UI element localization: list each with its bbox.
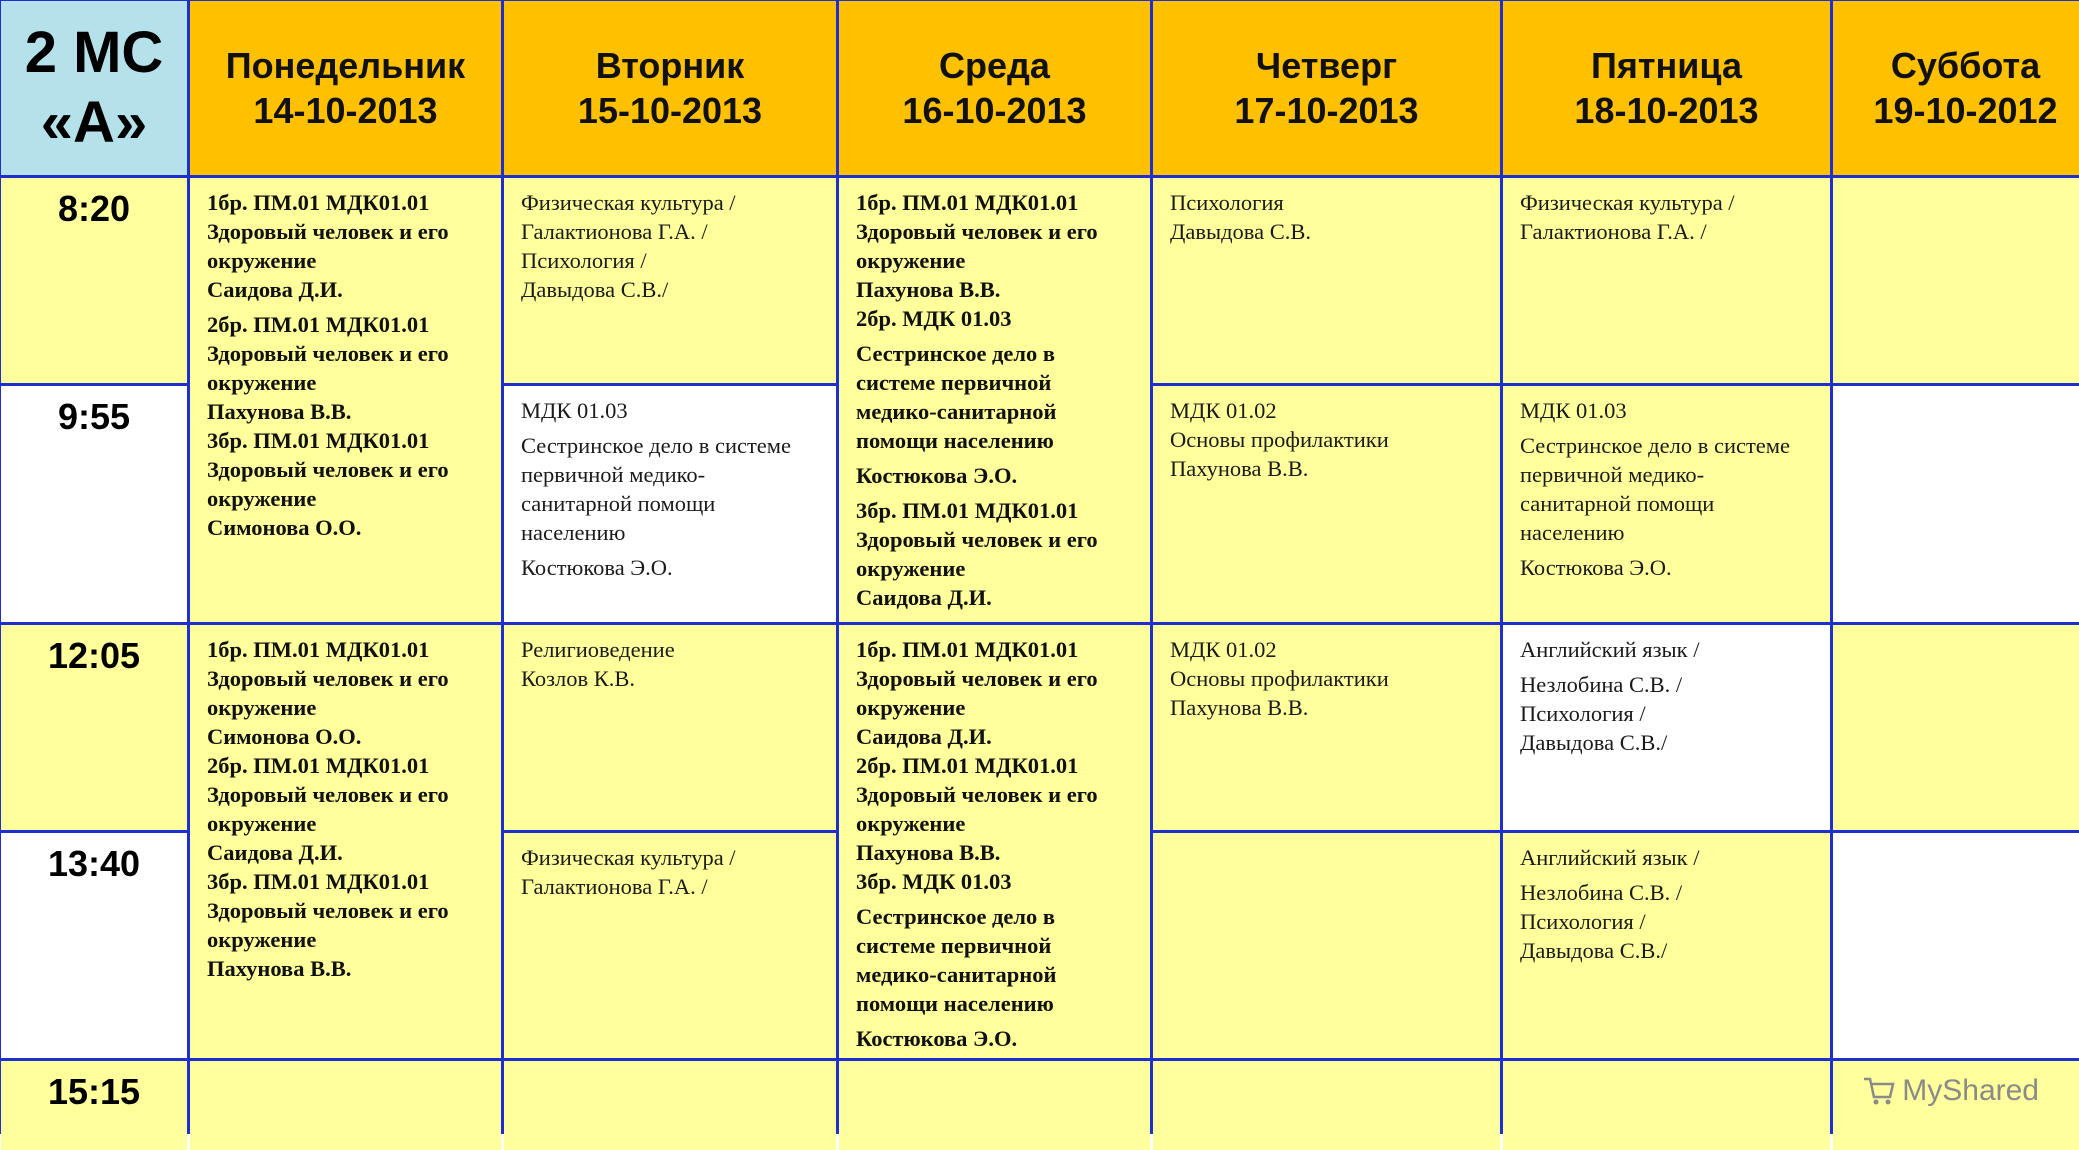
empty-cell <box>190 1061 501 1150</box>
time-slot-1: 8:20 <box>1 178 187 383</box>
lesson-line: Симонова О.О. <box>207 515 362 540</box>
lesson-line: Психология / <box>521 248 647 273</box>
lesson-line: Здоровый человек и его <box>856 219 1098 244</box>
lesson-line: первичной медико- <box>521 462 706 487</box>
lesson-line: Галактионова Г.А. / <box>1520 219 1707 244</box>
lesson-line: Сестринское дело в <box>856 341 1056 366</box>
lesson-line: населению <box>1520 520 1625 545</box>
lesson-line: окружение <box>856 556 966 581</box>
lesson-line: 2бр. ПМ.01 МДК01.01 <box>207 312 430 337</box>
lesson-line: Основы профилактики <box>1170 427 1389 452</box>
lesson-line: Саидова Д.И. <box>207 840 343 865</box>
lesson-line: Здоровый человек и его <box>207 219 449 244</box>
day-header-wednesday: Среда 16-10-2013 <box>839 1 1150 175</box>
lesson-line: окружение <box>207 927 317 952</box>
lesson-line: медико-санитарной <box>856 399 1057 424</box>
lesson-line: МДК 01.03 <box>1520 398 1627 423</box>
lesson-line: окружение <box>856 248 966 273</box>
lesson-cell <box>190 178 501 622</box>
lesson-cell <box>1503 386 1830 622</box>
lesson-line: Саидова Д.И. <box>856 585 992 610</box>
empty-cell <box>1833 833 2079 1058</box>
lesson-line: 1бр. ПМ.01 МДК01.01 <box>856 637 1079 662</box>
lesson-line: 2бр. ПМ.01 МДК01.01 <box>207 753 430 778</box>
lesson-line: 3бр. ПМ.01 МДК01.01 <box>207 428 430 453</box>
lesson-line: Психология / <box>1520 701 1646 726</box>
lesson-line: 1бр. ПМ.01 МДК01.01 <box>207 190 430 215</box>
day-header-saturday: Суббота 19-10-2012 <box>1833 1 2079 175</box>
lesson-line: Галактионова Г.А. / <box>521 874 708 899</box>
lesson-cell <box>1503 178 1830 383</box>
day-header-tuesday: Вторник 15-10-2013 <box>504 1 836 175</box>
lesson-line: Сестринское дело в <box>856 904 1056 929</box>
lesson-line: Пахунова В.В. <box>1170 695 1309 720</box>
lesson-line: помощи населению <box>856 428 1054 453</box>
lesson-line: Пахунова В.В. <box>1170 456 1309 481</box>
lesson-line: Английский язык / <box>1520 637 1700 662</box>
lesson-line: Психология <box>1170 190 1284 215</box>
lesson-cell <box>504 625 836 830</box>
lesson-line: окружение <box>856 811 966 836</box>
lesson-line: окружение <box>207 486 317 511</box>
lesson-line: системе первичной <box>856 370 1052 395</box>
lesson-line: санитарной помощи <box>521 491 716 516</box>
empty-cell <box>1153 833 1500 1058</box>
lesson-line: Козлов К.В. <box>521 666 636 691</box>
lesson-line: Незлобина С.В. / <box>1520 672 1683 697</box>
watermark <box>1862 1074 2039 1108</box>
lesson-line: окружение <box>207 370 317 395</box>
lesson-cell <box>1153 386 1500 622</box>
day-header-monday: Понедельник 14-10-2013 <box>190 1 501 175</box>
lesson-line: Пахунова В.В. <box>856 840 1001 865</box>
time-slot-4: 13:40 <box>1 833 187 1058</box>
lesson-line: окружение <box>207 695 317 720</box>
lesson-line: Костюкова Э.О. <box>521 555 673 580</box>
lesson-line: Саидова Д.И. <box>207 277 343 302</box>
lesson-line: Давыдова С.В./ <box>1520 730 1668 755</box>
lesson-line: Здоровый человек и его <box>856 666 1098 691</box>
lesson-line: МДК 01.02 <box>1170 637 1277 662</box>
lesson-line: системе первичной <box>856 933 1052 958</box>
lesson-cell <box>1153 178 1500 383</box>
lesson-line: Религиоведение <box>521 637 675 662</box>
lesson-line: Пахунова В.В. <box>207 399 352 424</box>
empty-cell <box>1833 386 2079 622</box>
lesson-line: Пахунова В.В. <box>856 277 1001 302</box>
lesson-line: Галактионова Г.А. / <box>521 219 708 244</box>
lesson-line: санитарной помощи <box>1520 491 1715 516</box>
lesson-line: окружение <box>207 248 317 273</box>
lesson-line: МДК 01.03 <box>521 398 628 423</box>
time-slot-5: 15:15 <box>1 1061 187 1150</box>
lesson-line: 2бр. ПМ.01 МДК01.01 <box>856 753 1079 778</box>
lesson-line: Сестринское дело в системе <box>521 433 792 458</box>
lesson-line: Костюкова Э.О. <box>856 1026 1018 1051</box>
day-header-friday: Пятница 18-10-2013 <box>1503 1 1830 175</box>
lesson-line: Сестринское дело в системе <box>1520 433 1791 458</box>
time-slot-2: 9:55 <box>1 386 187 622</box>
empty-cell <box>1503 1061 1830 1150</box>
empty-cell <box>1833 625 2079 830</box>
lesson-cell <box>190 625 501 1058</box>
lesson-line: Незлобина С.В. / <box>1520 880 1683 905</box>
empty-cell <box>839 1061 1150 1150</box>
lesson-line: Физическая культура / <box>521 190 736 215</box>
lesson-cell <box>839 178 1150 622</box>
lesson-line: Английский язык / <box>1520 845 1700 870</box>
empty-cell <box>504 1061 836 1150</box>
lesson-line: медико-санитарной <box>856 962 1057 987</box>
lesson-cell <box>839 625 1150 1058</box>
day-header-thursday: Четверг 17-10-2013 <box>1153 1 1500 175</box>
lesson-line: 1бр. ПМ.01 МДК01.01 <box>856 190 1079 215</box>
lesson-line: МДК 01.02 <box>1170 398 1277 423</box>
lesson-line: Здоровый человек и его <box>856 527 1098 552</box>
lesson-line: Симонова О.О. <box>207 724 362 749</box>
lesson-line: 2бр. МДК 01.03 <box>856 306 1012 331</box>
lesson-line: помощи населению <box>856 991 1054 1016</box>
lesson-line: первичной медико- <box>1520 462 1705 487</box>
watermark-text: MyShared <box>1902 1074 2039 1107</box>
lesson-line: населению <box>521 520 626 545</box>
lesson-line: Здоровый человек и его <box>207 457 449 482</box>
lesson-line: Саидова Д.И. <box>856 724 992 749</box>
lesson-cell <box>1503 625 1830 830</box>
lesson-line: 3бр. МДК 01.03 <box>856 869 1012 894</box>
lesson-line: Основы профилактики <box>1170 666 1389 691</box>
lesson-line: Физическая культура / <box>1520 190 1735 215</box>
lesson-line: Давыдова С.В./ <box>521 277 669 302</box>
time-slot-3: 12:05 <box>1 625 187 830</box>
lesson-line: Костюкова Э.О. <box>1520 555 1672 580</box>
lesson-line: Здоровый человек и его <box>207 341 449 366</box>
group-name: 2 МС «А» <box>1 1 187 175</box>
empty-cell <box>1833 178 2079 383</box>
lesson-line: Здоровый человек и его <box>856 782 1098 807</box>
lesson-line: Пахунова В.В. <box>207 956 352 981</box>
lesson-line: Здоровый человек и его <box>207 782 449 807</box>
lesson-line: окружение <box>207 811 317 836</box>
lesson-line: Давыдова С.В. <box>1170 219 1311 244</box>
lesson-cell <box>1503 833 1830 1058</box>
empty-cell <box>1153 1061 1500 1150</box>
lesson-line: Здоровый человек и его <box>207 666 449 691</box>
lesson-line: Костюкова Э.О. <box>856 463 1018 488</box>
cart-icon <box>1862 1075 1896 1107</box>
lesson-line: Давыдова С.В./ <box>1520 938 1668 963</box>
lesson-cell <box>504 386 836 622</box>
lesson-line: Психология / <box>1520 909 1646 934</box>
lesson-line: Физическая культура / <box>521 845 736 870</box>
lesson-line: 1бр. ПМ.01 МДК01.01 <box>207 637 430 662</box>
lesson-cell <box>504 833 836 1058</box>
lesson-cell <box>1153 625 1500 830</box>
lesson-line: окружение <box>856 695 966 720</box>
lesson-line: 3бр. ПМ.01 МДК01.01 <box>856 498 1079 523</box>
lesson-cell <box>504 178 836 383</box>
lesson-line: Здоровый человек и его <box>207 898 449 923</box>
lesson-line: 3бр. ПМ.01 МДК01.01 <box>207 869 430 894</box>
